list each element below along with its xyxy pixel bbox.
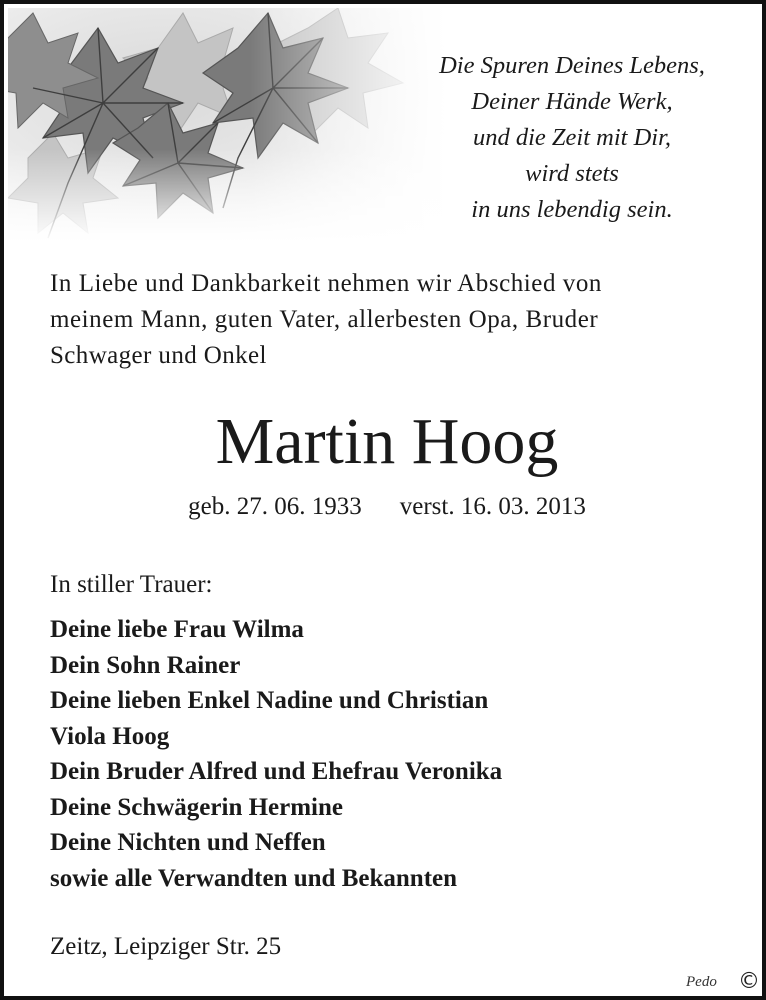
mourner-entry: Deine Nichten und Neffen (50, 829, 326, 856)
poem-line: in uns lebendig sein. (471, 196, 673, 223)
mourner-entry: Viola Hoog (50, 722, 170, 750)
poem-line: und die Zeit mit Dir, (472, 124, 672, 151)
poem-line: Die Spuren Deines Lebens, (439, 52, 705, 79)
intro-line: meinem Mann, guten Vater, allerbesten Opa, Bruder (50, 306, 599, 333)
birth-date: geb. 27. 06. 1933 (188, 493, 362, 520)
mourners-list (50, 612, 502, 896)
mourner-entry: sowie alle Verwandten und Bekannten (50, 864, 458, 892)
mourning-heading: In stiller Trauer: (50, 571, 213, 598)
farewell-intro (50, 266, 730, 374)
poem (384, 48, 760, 228)
mourner-entry: Deine lieben Enkel Nadine und Christian (50, 687, 489, 714)
death-date: verst. 16. 03. 2013 (399, 493, 586, 520)
mourner-entry: Deine liebe Frau Wilma (50, 616, 304, 643)
address: Zeitz, Leipziger Str. 25 (50, 933, 282, 960)
intro-line: Schwager und Onkel (50, 342, 267, 369)
poem-line: wird stets (525, 160, 619, 187)
intro-line: In Liebe und Dankbarkeit nehmen wir Abschied von (50, 270, 602, 297)
poem-line: Deiner Hände Werk, (471, 88, 673, 115)
deceased-name: Martin Hoog (215, 405, 559, 478)
mourner-entry: Dein Sohn Rainer (50, 651, 241, 679)
life-dates (4, 489, 766, 525)
maple-leaves-image (8, 8, 448, 243)
mourner-entry: Dein Bruder Alfred und Ehefrau Veronika (50, 758, 503, 785)
mourner-entry: Deine Schwägerin Hermine (50, 793, 344, 821)
copyright-icon: © (738, 969, 760, 994)
designer-signature: Pedo (686, 974, 717, 990)
